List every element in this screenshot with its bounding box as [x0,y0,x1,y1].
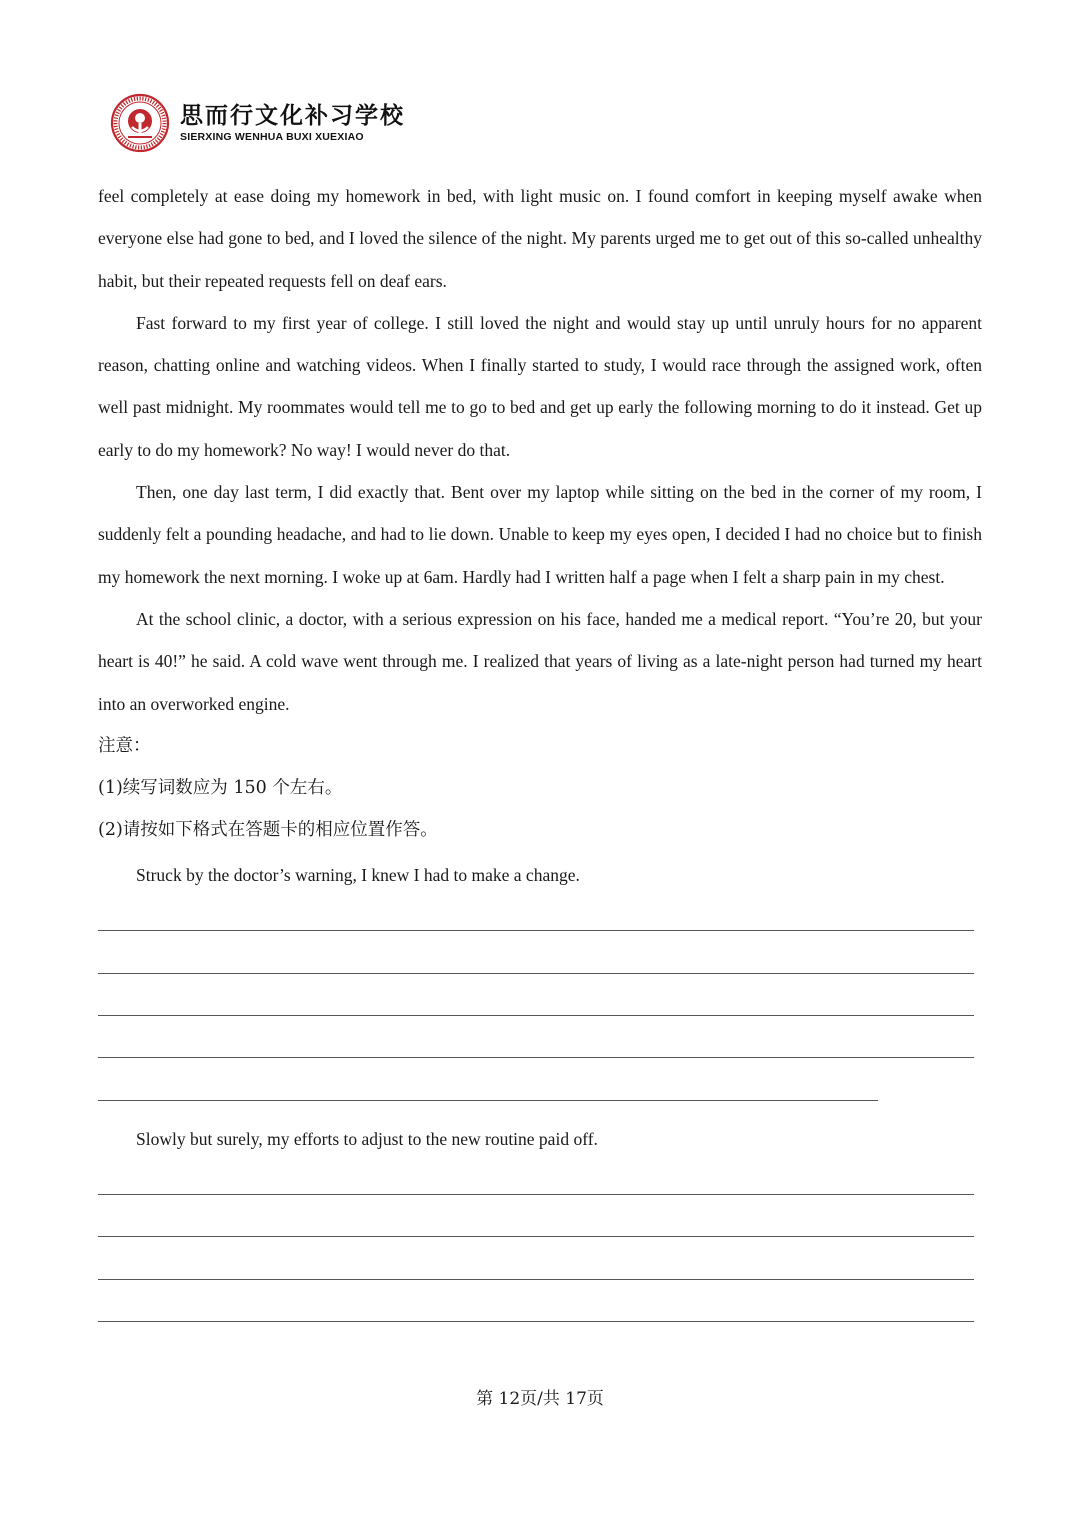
prompt-second: Slowly but surely, my efforts to adjust to the new routine paid off. [136,1128,598,1149]
answer-line[interactable] [98,1023,982,1065]
answer-line[interactable] [98,1244,982,1286]
spacer [98,1108,982,1116]
paragraph-2: Fast forward to my first year of college. I still loved the night and would stay up until unruly hours for no apparent reason, chatting online and watching videos. When I finally started to study, I would race through the assigned work, often well past midnight. My roommates would tell me to go to bed and get up early the following morning to do it instead. Get up early to do my homework? No way! I would never do that. [98,312,982,460]
answer-line[interactable] [98,981,982,1023]
note-item-1: (1)续写词数应为 150 个左右。 [98,778,343,799]
school-name [180,103,405,144]
page-header [110,92,405,154]
note-item-2: (2)请按如下格式在答题卡的相应位置作答。 [98,820,438,841]
paragraph-4: At the school clinic, a doctor, with a serious expression on his face, handed me a medical report. “You’re 20, but your heart is 40!” he said. A cold wave went through me. I realized that years of living as a late-night person had turned my heart into an overworked engine. [98,608,982,714]
paragraph-3: Then, one day last term, I did exactly that. Bent over my laptop while sitting on the bed in the corner of my room, I suddenly felt a pounding headache, and had to lie down. Unable to keep my eyes open, I decided I had no choice but to finish my homework the next morning. I woke up at 6am. Hardly had I written half a page when I felt a sharp pain in my chest. [98,482,982,587]
school-name-en: SIERXING WENHUA BUXI XUEXIAO [180,130,364,143]
answer-lines-first [98,896,982,1107]
answer-line[interactable] [98,1160,982,1202]
answer-line[interactable] [98,938,982,980]
page-number: 第 12页/共 17页 [476,1389,604,1409]
answer-line[interactable] [98,1287,982,1329]
prompt-first: Struck by the doctor’s warning, I knew I had to make a change. [136,864,580,885]
answer-lines-second [98,1160,982,1329]
answer-line[interactable] [98,1202,982,1244]
document-body [98,175,982,1329]
school-seal-logo [110,93,170,153]
answer-line[interactable] [98,1065,982,1107]
school-name-cn: 思而行文化补习学校 [180,102,405,129]
paragraph-1: feel completely at ease doing my homework in bed, with light music on. I found comfort in keeping myself awake when everyone else had gone to bed, and I loved the silence of the night. My parents urged me to get out of this so-called unhealthy habit, but their repeated requests fell on deaf ears. [98,186,982,291]
answer-line[interactable] [98,896,982,938]
notes-label: 注意： [98,735,151,756]
